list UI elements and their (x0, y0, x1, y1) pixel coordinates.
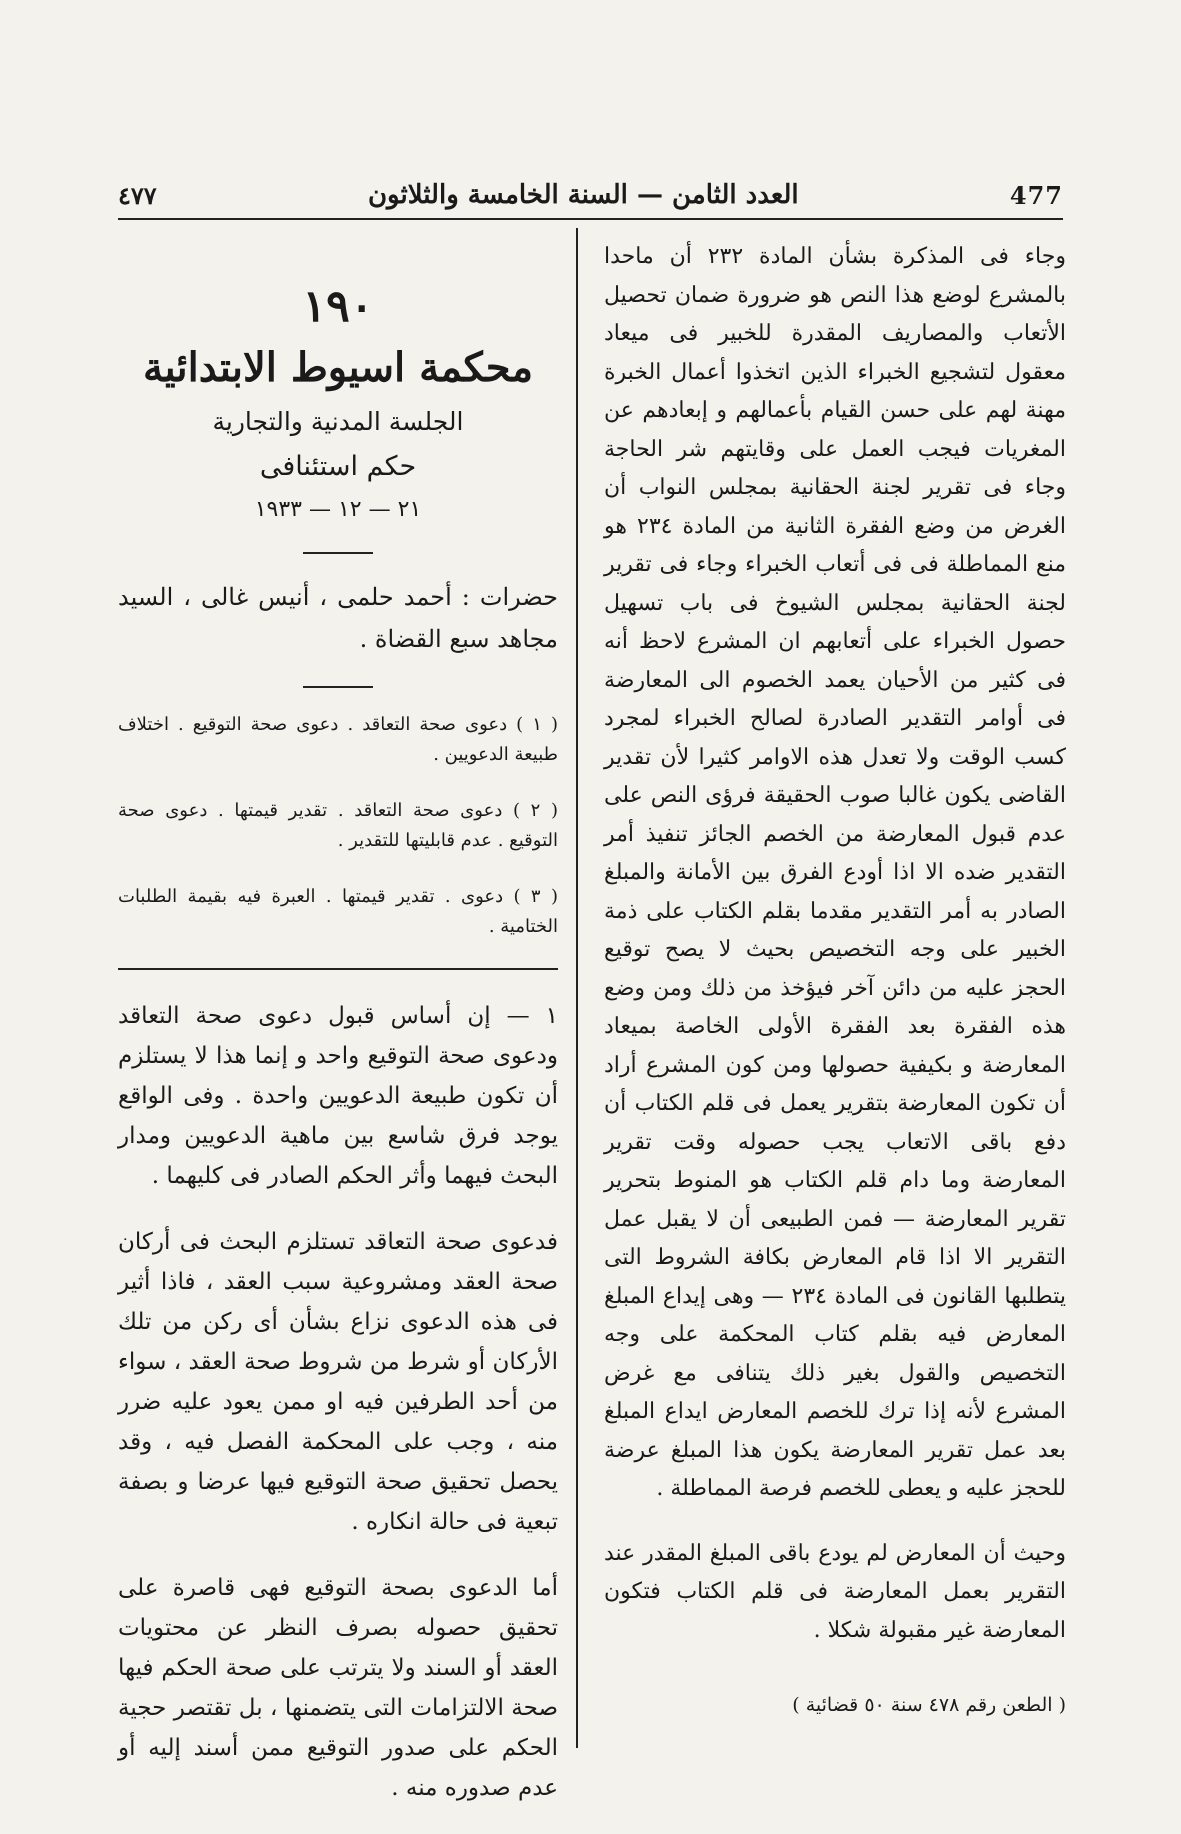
page-header (118, 172, 1063, 220)
right-column (604, 238, 1066, 1720)
paragraph: وجاء فى المذكرة بشأن المادة ٢٣٢ أن ماحدا بالمشرع لوضع هذا النص هو ضرورة ضمان تحصيل الأتعاب والمصاريف المقدرة للخبير فى ميعاد معقول لتشجيع الخبراء الذين اتخذوا أعمال الخبرة مهنة لهم على حسن القيام بأعمالهم و إبعادهم عن المغريات فيجب العمل على وقايتهم شر الحاجة وجاء فى تقرير لجنة الحقانية بمجلس النواب أن الغرض من وضع الفقرة الثانية من المادة ٢٣٤ هو منع المماطلة فى فى أتعاب الخبراء وجاء فى تقرير لجنة الحقانية بمجلس الشيوخ فى باب تسهيل حصول الخبراء على أتعابهم ان المشرع لاحظ أنه فى كثير من الأحيان يعمد الخصوم الى المعارضة فى أوامر التقدير الصادرة لصالح الخبراء لمجرد كسب الوقت ولا تعدل هذه الاوامر كثيرا لأن تقدير القاضى يكون غالبا صوب الحقيقة فرؤى النص على عدم قبول المعارضة من الخصم الجائز تنفيذ أمر التقدير ضده الا اذا أودع الفرق بين الأمانة والمبلغ الصادر به أمر التقدير مقدما بقلم الكتاب على ذمة الخبير على وجه التخصيص بحيث لا يصح توقيع الحجز عليه من دائن آخر فيؤخذ من ذلك ومن وضع هذه الفقرة بعد الفقرة الأولى الخاصة بميعاد المعارضة و بكيفية حصولها ومن كون المشرع أراد أن تكون المعارضة بتقرير يعمل فى قلم الكتاب أن دفع باقى الاتعاب يجب حصوله وقت تقرير المعارضة وما دام قلم الكتاب هو المنوط بتحرير تقرير المعارضة — فمن الطبيعى أن لا يقبل عمل التقرير الا اذا قام المعارض بكافة الشروط التى يتطلبها القانون فى المادة ٢٣٤ — وهى إيداع المبلغ المعارض فيه بقلم كتاب المحكمة على وجه التخصيص والقول بغير ذلك يتنافى مع غرض المشرع لأنه إذا ترك للخصم المعارض ايداع المبلغ بعد عمل تقرير المعارضة يكون هذا المبلغ عرضة للحجز عليه و يعطى للخصم فرصة المماطلة . (604, 244, 1066, 1501)
case-number: ١٩٠ (302, 281, 374, 332)
court-name: محكمة اسيوط الابتدائية (143, 344, 533, 391)
issue-title: العدد الثامن — السنة الخامسة والثلاثون (367, 180, 799, 210)
summary-item: ( ١ ) دعوى صحة التعاقد . دعوى صحة التوقيع . اختلاف طبيعة الدعويين . (118, 714, 558, 765)
ruling-type: حكم استئنافى (259, 451, 417, 482)
page-number-latin: 477 (1009, 180, 1063, 210)
summary-item: ( ٢ ) دعوى صحة التعاقد . تقدير قيمتها . دعوى صحة التوقيع . عدم قابليتها للتقدير . (118, 800, 558, 851)
paragraph: وحيث أن المعارض لم يودع باقى المبلغ المقدر عند التقرير بعمل المعارضة فى قلم الكتاب فتكون المعارضة غير مقبولة شكلا . (604, 1540, 1066, 1643)
left-column (118, 238, 558, 1834)
chamber-name: الجلسة المدنية والتجارية (212, 407, 464, 436)
separator-rule (303, 686, 373, 688)
separator-rule (303, 552, 373, 554)
summary-item: ( ٣ ) دعوى . تقدير قيمتها . العبرة فيه بقيمة الطلبات الختامية . (118, 886, 558, 937)
section-rule (118, 968, 558, 970)
paragraph: فدعوى صحة التعاقد تستلزم البحث فى أركان صحة العقد ومشروعية سبب العقد ، فاذا أثير فى هذه الدعوى نزاع بشأن أى ركن من تلك الأركان أو شرط من شروط صحة العقد ، سواء من أحد الطرفين فيه او ممن يعود عليه ضرر منه ، وجب على المحكمة الفصل فيه ، وقد يحصل تحقيق صحة التوقيع فيها عرضا و بصفة تبعية فى حالة انكاره . (118, 1229, 558, 1535)
column-divider (576, 228, 578, 1748)
paragraph: أما الدعوى بصحة التوقيع فهى قاصرة على تحقيق حصوله بصرف النظر عن محتويات العقد أو السند ولا يترتب على صحة الحكم فيها صحة الالتزامات التى يتضمنها ، بل تقتصر حجية الحكم على صدور التوقيع ممن أسند إليه أو عدم صدوره منه . (118, 1575, 558, 1801)
paragraph: ١ — إن أساس قبول دعوى صحة التعاقد ودعوى صحة التوقيع واحد و إنما هذا لا يستلزم أن تكون طبيعة الدعويين واحدة . وفى الواقع يوجد فرق شاسع بين ماهية الدعويين ومدار البحث فيهما وأثر الحكم الصادر فى كليهما . (118, 1003, 558, 1189)
footnote: ( الطعن رقم ٤٧٨ سنة ٥٠ قضائية ) (792, 1694, 1066, 1716)
ruling-date: ٢١ — ١٢ — ١٩٣٣ (254, 497, 422, 522)
judges-list: حضرات : أحمد حلمى ، أنيس غالى ، السيد مجاهد سبع القضاة . (118, 583, 558, 653)
page-number-arabic: ٤٧٧ (118, 180, 157, 210)
